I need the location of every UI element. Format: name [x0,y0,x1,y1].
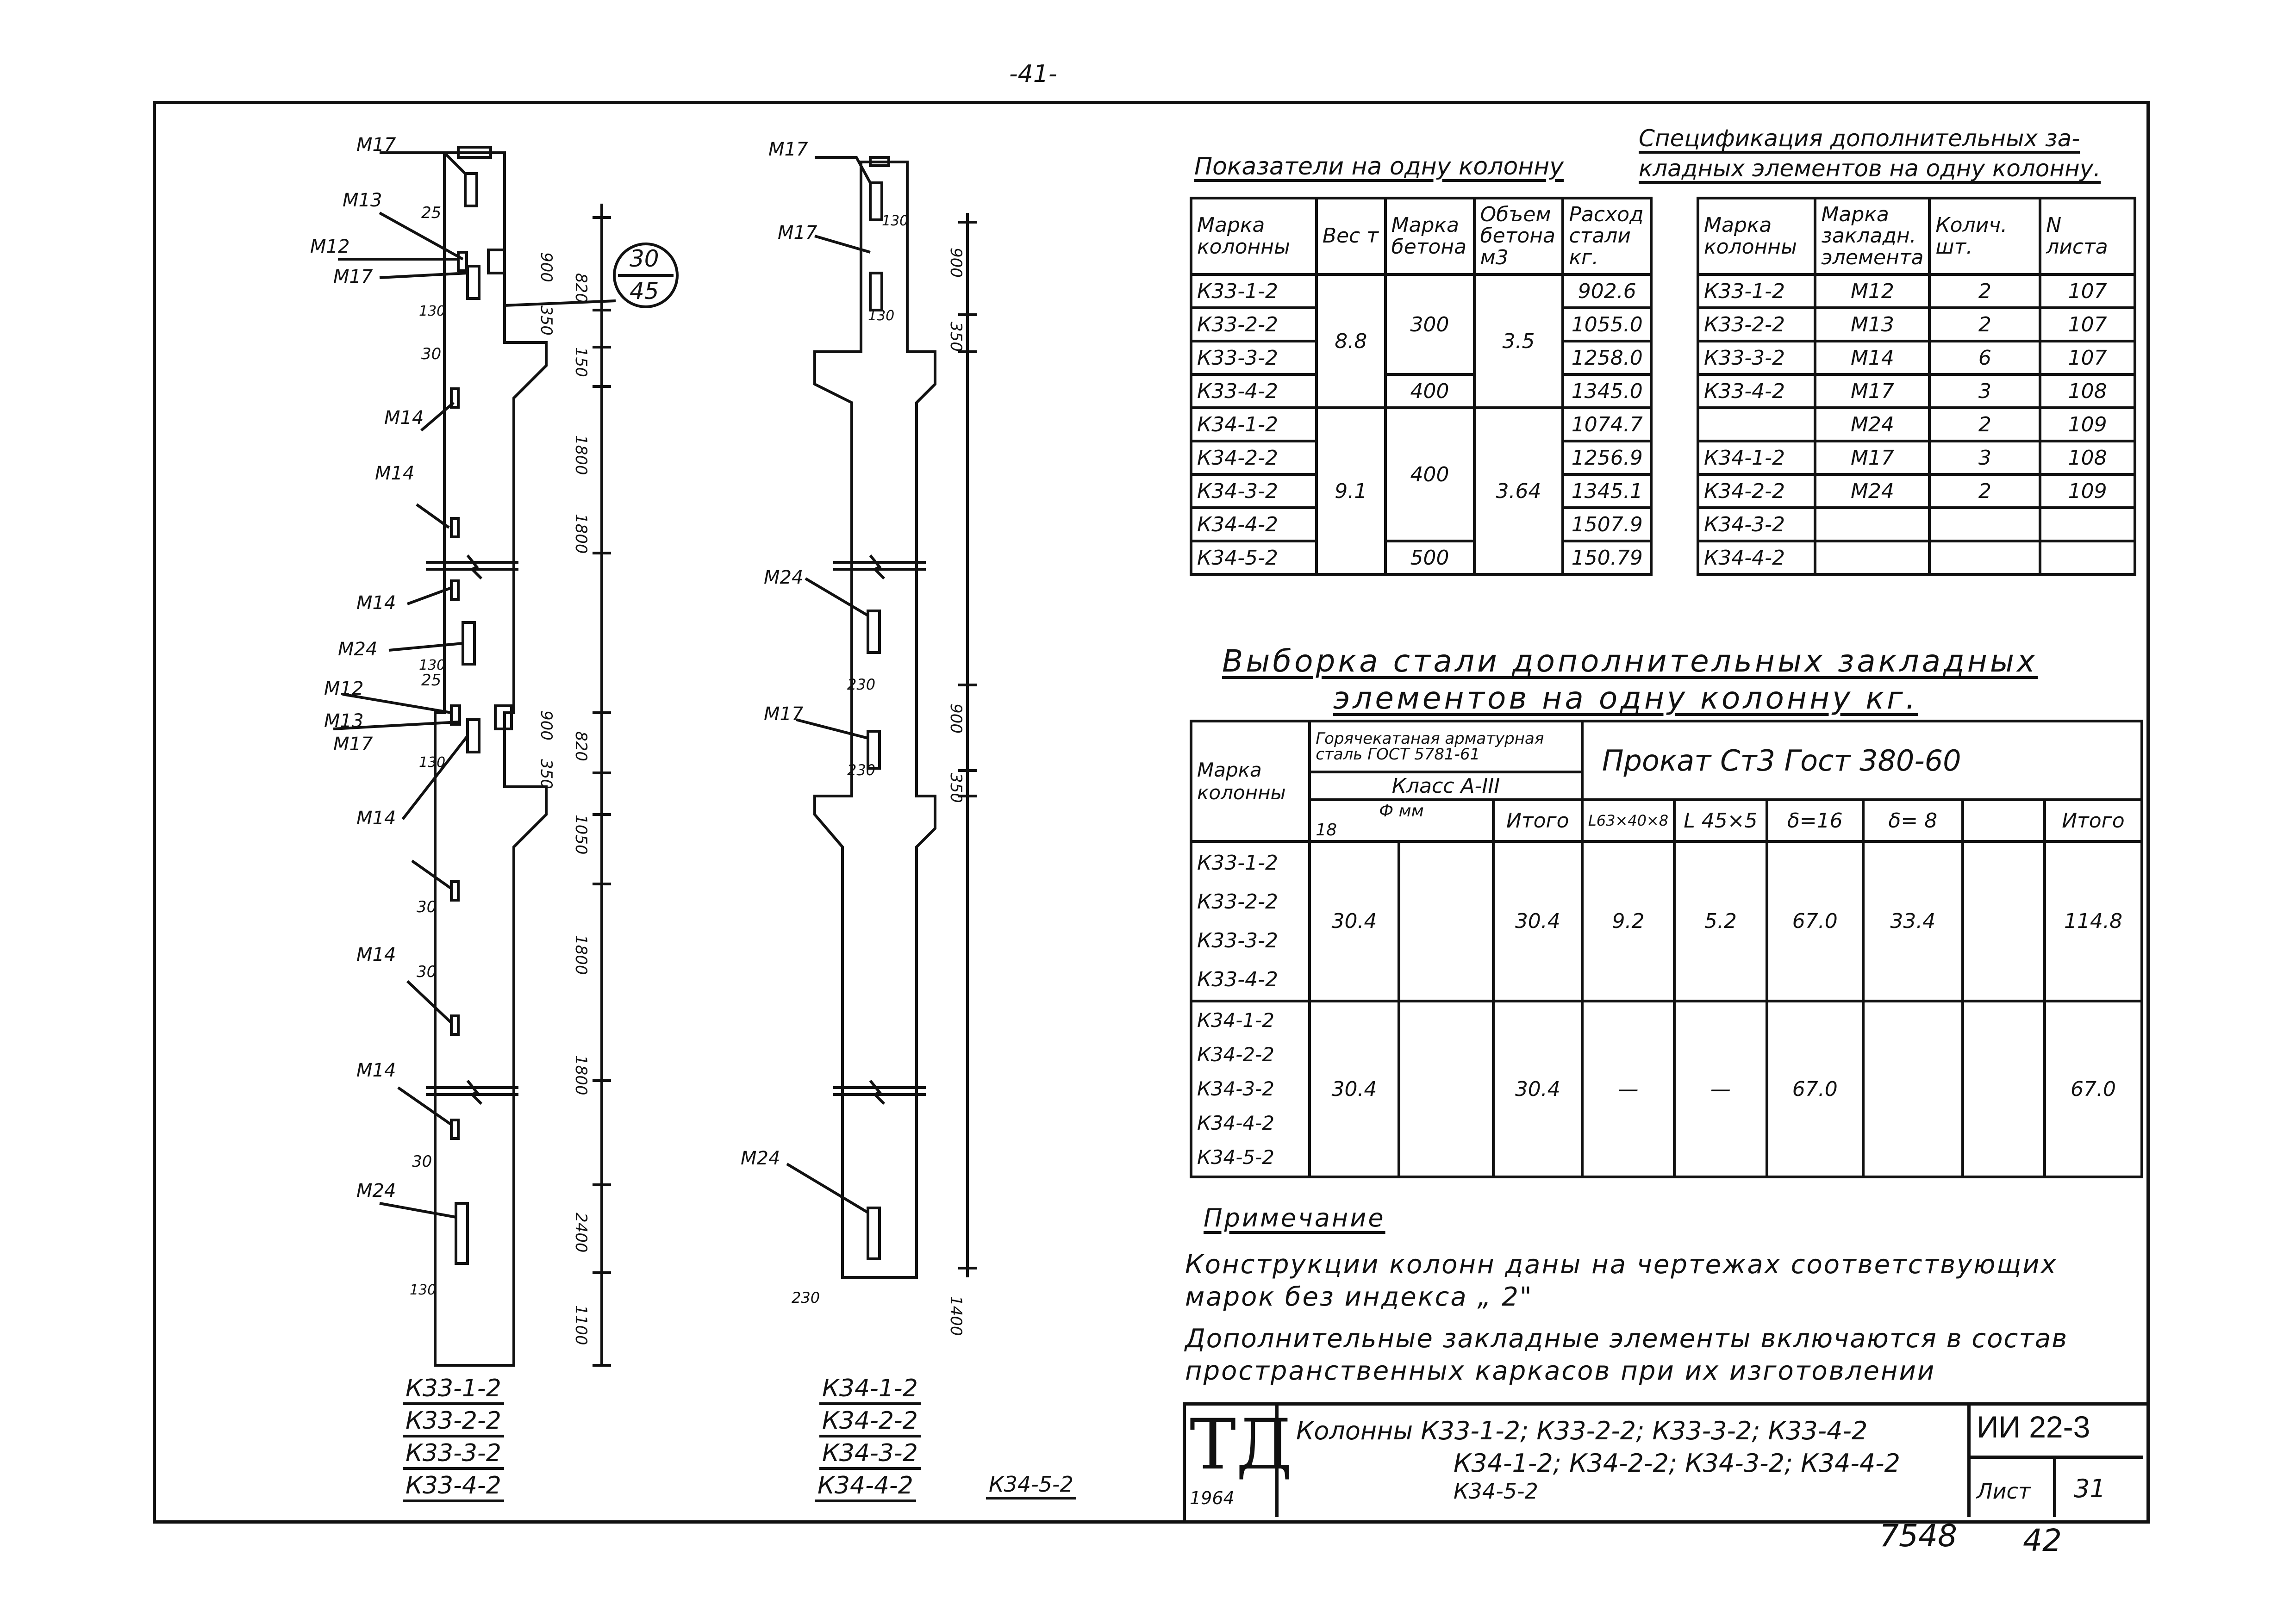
mark-label: М12 [310,236,350,257]
mark-label: М12 [324,678,364,699]
stamp-line: К34-5-2 [1454,1479,1538,1504]
indicators-steel: 1074.7 [1563,408,1651,441]
steel-title-line2: элементов на одну колонну кг. [1333,680,1918,716]
mark-label: М14 [356,808,396,829]
spec-cell [1815,508,1929,541]
note-line: пространственных каркасов при их изготовлении [1185,1356,1936,1386]
spec-cell: 3 [1929,441,2040,474]
indicators-header: Марка бетона [1385,198,1474,274]
indicators-steel: 1345.1 [1563,474,1651,508]
sheet-divider [2053,1456,2056,1517]
indicators-mark: К33-3-2 [1191,341,1316,374]
mark-label: М14 [356,1060,396,1081]
dim-label: 1800 [572,1055,590,1095]
spec-cell: К34-1-2 [1698,441,1815,474]
mark-label: М17 [356,134,396,156]
dim-label: 25 [421,204,442,222]
dim-label: 25 [421,671,442,690]
spec-cell: М14 [1815,341,1929,374]
steel-header-col [1963,800,2045,841]
indicators-mark: К33-4-2 [1191,374,1316,408]
mark-label: М14 [375,463,415,484]
spec-cell: 2 [1929,408,2040,441]
column-label: К33-1-2 [403,1375,504,1405]
steel-mark: К34-5-2 [1197,1146,1275,1169]
column-label: К33-2-2 [403,1407,504,1437]
bottom-number-right: 42 [2023,1523,2062,1558]
spec-cell [1815,541,1929,574]
steel-header-col: L63×40×8 [1582,800,1674,841]
dim-label: 130 [882,213,909,229]
indicators-weight: 9.1 [1316,408,1385,574]
dim-label: 230 [847,676,876,693]
dim-label: 30 [421,345,442,363]
sheet-label: Лист [1977,1479,2031,1504]
steel-marks-b [1191,1001,1310,1177]
steel-header-itogo: Итого [1493,800,1582,841]
indicators-table [1190,197,1653,576]
spec-cell: К34-2-2 [1698,474,1815,508]
spec-cell: 2 [1929,308,2040,341]
spec-header: N листа [2040,198,2135,274]
steel-header-col: Итого [2045,800,2142,841]
steel-header-col: δ=16 [1767,800,1863,841]
dim-label: 900 [537,710,555,740]
dim-label: 350 [537,305,555,336]
stamp-year: 1964 [1190,1488,1235,1508]
steel-cell: 30.4 [1493,841,1582,1001]
steel-mark: К33-2-2 [1197,890,1278,914]
steel-title-line1: Выборка стали дополнительных закладных [1222,643,2038,679]
indicators-header: Марка колонны [1191,198,1316,274]
spec-cell [1929,508,2040,541]
indicators-concrete: 400 [1385,374,1474,408]
spec-cell: К33-1-2 [1698,274,1815,308]
indicators-volume: 3.64 [1474,408,1563,574]
dim-label: 30 [417,963,437,981]
indicators-steel: 1258.0 [1563,341,1651,374]
spec-cell: 108 [2040,374,2135,408]
mark-label: М24 [764,567,804,588]
note-line: Дополнительные закладные элементы включаются в состав [1185,1324,2068,1354]
spec-cell: М17 [1815,374,1929,408]
spec-cell: 107 [2040,308,2135,341]
spec-header: Колич. шт. [1929,198,2040,274]
steel-mark: К34-2-2 [1197,1043,1275,1066]
spec-cell: 6 [1929,341,2040,374]
dim-label: 130 [419,754,446,771]
mark-label: М14 [384,407,424,429]
steel-mark: К33-3-2 [1197,928,1278,952]
mark-label: М17 [333,266,373,287]
td-logo: ТД [1190,1405,1292,1485]
dim-label: 2400 [572,1213,590,1253]
stamp-line: Колонны К33-1-2; К33-2-2; К33-3-2; К33-4-2 [1296,1416,1868,1445]
sheet-number: 31 [2074,1474,2106,1503]
spec-cell: 109 [2040,474,2135,508]
dim-label: 230 [847,761,876,779]
dim-label: 30 [412,1152,432,1171]
column-label: К34-2-2 [819,1407,921,1437]
spec-title-line1: Спецификация дополнительных за- [1639,125,2080,152]
steel-header-18: 18 [1316,821,1337,840]
indicators-steel: 150.79 [1563,541,1651,574]
mark-label: М24 [741,1148,780,1169]
column-label: К33-4-2 [403,1472,504,1502]
column-label: К33-3-2 [403,1439,504,1470]
bottom-number-left: 7548 [1879,1518,1957,1554]
steel-mark: К34-4-2 [1197,1112,1275,1134]
steel-cell: 67.0 [1767,1001,1863,1177]
column-label: К34-4-2 [815,1472,916,1502]
stamp-line: К34-1-2; К34-2-2; К34-3-2; К34-4-2 [1454,1449,1901,1478]
steel-header-col: L 45×5 [1674,800,1766,841]
spec-cell: М24 [1815,408,1929,441]
dim-label: 350 [947,322,965,352]
indicators-header: Объем бетона м3 [1474,198,1563,274]
spec-cell: М17 [1815,441,1929,474]
note-title: Примечание [1204,1203,1385,1232]
steel-cell [1963,1001,2045,1177]
spec-header: Марка закладн. элемента [1815,198,1929,274]
mark-label: М24 [356,1180,396,1201]
dim-label: 350 [537,759,555,789]
mark-label: М13 [324,710,364,732]
page-top-number: -41- [1009,60,1057,88]
steel-mark: К33-4-2 [1197,967,1278,991]
steel-table [1190,720,2143,1178]
spec-cell [1929,541,2040,574]
steel-marks-a [1191,841,1310,1001]
steel-cell: 30.4 [1310,1001,1399,1177]
indicators-header: Вес т [1316,198,1385,274]
indicators-concrete: 400 [1385,408,1474,541]
dim-label: 350 [947,773,965,803]
indicators-steel: 1345.0 [1563,374,1651,408]
steel-cell: 67.0 [2045,1001,2142,1177]
mark-label: М17 [768,139,808,160]
spec-cell [2040,508,2135,541]
dim-label: 900 [947,703,965,734]
indicators-weight: 8.8 [1316,274,1385,408]
steel-header-class: Класс А-III [1310,772,1582,800]
column-label: К34-1-2 [819,1375,921,1405]
steel-cell: — [1582,1001,1674,1177]
note-line: Конструкции колонн даны на чертежах соответствующих [1185,1250,2058,1280]
spec-cell [2040,541,2135,574]
spec-title-line2: кладных элементов на одну колонну. [1639,155,2101,182]
steel-header-prokat: Прокат Ст3 Гост 380-60 [1582,721,2142,800]
steel-cell [1399,1001,1493,1177]
dim-label: 230 [792,1289,820,1307]
steel-cell: — [1674,1001,1766,1177]
spec-cell: М24 [1815,474,1929,508]
note-line: марок без индекса „ 2" [1185,1282,1533,1312]
dim-label: 130 [419,657,446,673]
circle-bottom-value: 45 [630,278,659,305]
steel-cell: 33.4 [1863,841,1963,1001]
steel-cell: 67.0 [1767,841,1863,1001]
dim-label: 900 [537,252,555,282]
dim-label: 1050 [572,815,590,855]
dim-label: 820 [572,731,590,761]
mark-label: М14 [356,592,396,614]
spec-cell: К33-3-2 [1698,341,1815,374]
spec-cell: К33-4-2 [1698,374,1815,408]
mark-label: М13 [343,190,382,211]
spec-header: Марка колонны [1698,198,1815,274]
spec-cell: К33-2-2 [1698,308,1815,341]
steel-cell [1963,841,2045,1001]
spec-cell: 109 [2040,408,2135,441]
indicators-mark: К33-2-2 [1191,308,1316,341]
spec-cell: 3 [1929,374,2040,408]
mark-label: М14 [356,944,396,965]
indicators-mark: К34-2-2 [1191,441,1316,474]
indicators-steel: 1507.9 [1563,508,1651,541]
steel-mark: К33-1-2 [1197,851,1278,875]
series-code: ИИ 22-3 [1977,1410,2090,1444]
spec-cell: К34-4-2 [1698,541,1815,574]
dim-label: 900 [947,248,965,278]
circle-top-value: 30 [630,245,659,272]
steel-cell [1863,1001,1963,1177]
indicators-mark: К34-3-2 [1191,474,1316,508]
steel-cell: 30.4 [1493,1001,1582,1177]
steel-cell: 114.8 [2045,841,2142,1001]
steel-cell: 30.4 [1310,841,1399,1001]
spec-table [1697,197,2136,576]
indicators-mark: К33-1-2 [1191,274,1316,308]
indicators-mark: К34-1-2 [1191,408,1316,441]
dim-label: 130 [410,1282,437,1298]
mark-label: М17 [778,222,817,243]
column-label: К34-3-2 [819,1439,921,1470]
spec-cell: 2 [1929,274,2040,308]
spec-cell: 107 [2040,341,2135,374]
indicators-steel: 1256.9 [1563,441,1651,474]
mark-label: М24 [338,639,378,660]
steel-cell [1399,841,1493,1001]
steel-header-mark: Марка колонны [1191,721,1310,841]
dim-label: 1800 [572,435,590,475]
spec-cell: 107 [2040,274,2135,308]
steel-header-phi-label: Ф мм [1379,802,1424,821]
spec-cell: М13 [1815,308,1929,341]
dim-label: 1400 [947,1296,965,1336]
spec-cell: М12 [1815,274,1929,308]
steel-header-col: δ= 8 [1863,800,1963,841]
dim-label: 130 [419,303,446,319]
dim-label: 130 [868,308,895,324]
indicators-mark: К34-5-2 [1191,541,1316,574]
dim-label: 30 [417,898,437,916]
spec-cell [1698,408,1815,441]
column-label-extra: К34-5-2 [986,1472,1076,1500]
dim-label: 820 [572,273,590,303]
indicators-volume: 3.5 [1474,274,1563,408]
dim-label: 1800 [572,514,590,554]
indicators-concrete: 500 [1385,541,1474,574]
dim-label: 1800 [572,935,590,975]
indicators-steel: 902.6 [1563,274,1651,308]
spec-cell: 2 [1929,474,2040,508]
steel-header-phi [1310,800,1493,841]
dim-label: 1100 [572,1305,590,1345]
indicators-concrete: 300 [1385,274,1474,374]
steel-header-rebar: Горячекатаная арматурная сталь ГОСТ 5781-61 [1310,721,1582,772]
steel-mark: К34-1-2 [1197,1009,1275,1032]
indicators-steel: 1055.0 [1563,308,1651,341]
spec-cell: 108 [2040,441,2135,474]
indicators-title: Показатели на одну колонну [1194,153,1564,180]
steel-cell: 9.2 [1582,841,1674,1001]
steel-cell: 5.2 [1674,841,1766,1001]
steel-mark: К34-3-2 [1197,1077,1275,1100]
indicators-mark: К34-4-2 [1191,508,1316,541]
spec-cell: К34-3-2 [1698,508,1815,541]
dim-label: 150 [572,347,590,377]
mark-label: М17 [333,734,373,755]
indicators-header: Расход стали кг. [1563,198,1651,274]
mark-label: М17 [764,703,804,725]
